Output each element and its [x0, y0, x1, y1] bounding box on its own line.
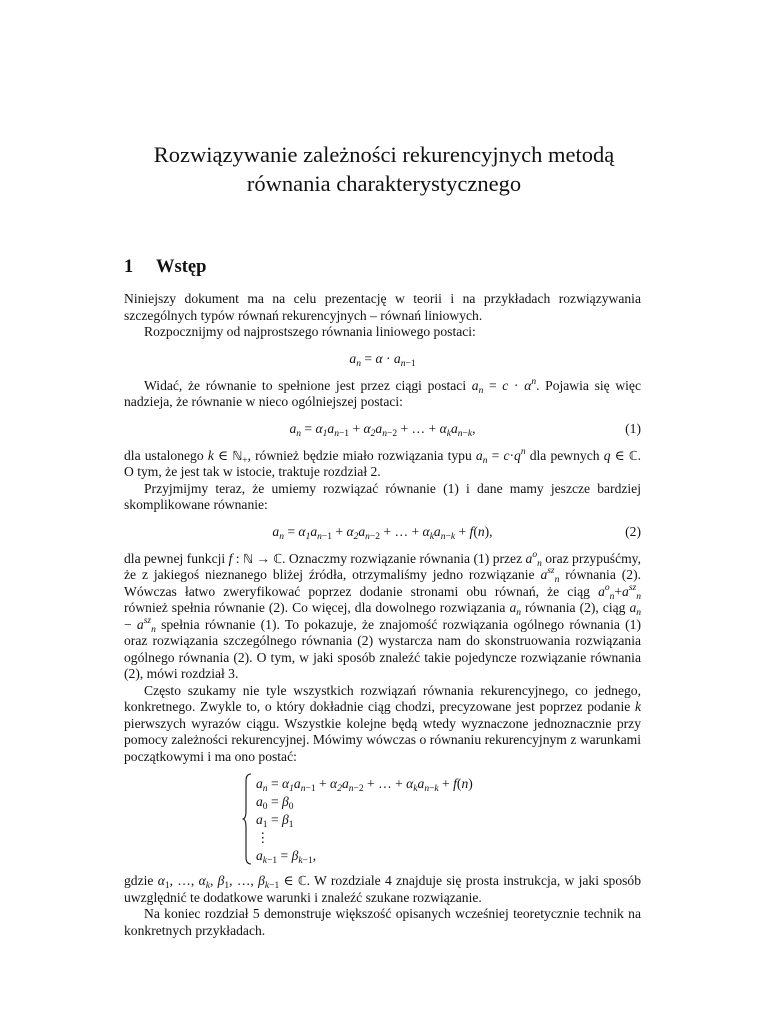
left-brace-icon	[242, 773, 252, 865]
equation-2-number: (2)	[625, 523, 641, 539]
document-title	[0, 140, 768, 198]
paragraph-initial-conditions: Często szukamy nie tyle wszystkich rozwiązań równania rekurencyjnego, co jednego, konkretnego. Zwykle to, o który dokładnie ciąg chodzi, precyzowane jest poprzez podanie k pierwszych wyrazów ciągu. Wszystkie kolejne będą wtedy wyznaczone jednoznacznie przy pomocy zależności rekurencyjnej. Mówimy wówczas o równaniu rekurencyjnym z warunkami początkowymi i ma ono postać:	[124, 682, 641, 764]
equation-system: $a_n = \alpha_1a_{n-1} + \alpha_2a_{n-2}$ + … + $\alpha_ka_{n-k} + f(n)$ $a_0 = \beta_0$ $a_1 = \beta_1$ ⋮ $a_{k-1} = \beta_{k-1}$,	[242, 775, 641, 865]
paragraph-function: dla pewnej funkcji f : ℕ → ℂ. Oznaczmy rozwiązanie równania (1) przez $a^o_n$ oraz przypuśćmy, że z jakiegoś nieznanego bliżej źródła, otrzymaliśmy jedno rozwiązanie $a^{sz}_n$ równania (2). Wówczas łatwo zweryfikować poprzez dodanie stronami obu równań, że ciąg $a^o_n+a^{sz}_n$ również spełnia równanie (2). Co więcej, dla dowolnego rozwiązania $a_n$ równania (2), ciąg $a_n - a^{sz}_n$ spełnia równanie (1). To pokazuje, że znajomość rozwiązania ogólnego równania (1) oraz rozwiązania szczególnego równania (2) wystarcza nam do skonstruowania rozwiązania ogólnego równania (2). O tym, w jaki sposób znaleźć takie pojedyncze rozwiązanie równania (2), mówi rozdział 3.	[124, 549, 641, 681]
section-heading	[124, 257, 206, 278]
paragraph-fixed-k: dla ustalonego k ∈ ℕ$_+$, również będzie miało rozwiązania typu $a_n = c\cdot q^n$ dla pewnych q ∈ ℂ. O tym, że jest tak w istocie, traktuje rozdział 2.	[124, 446, 641, 479]
document-body	[124, 291, 641, 939]
paragraph-simplest: Rozpocznijmy od najprostszego równania liniowego postaci:	[144, 324, 476, 339]
title-line-1: Rozwiązywanie zależności rekurencyjnych metodą	[153, 142, 615, 167]
paragraph-geometric: Widać, że równanie to spełnione jest przez ciągi postaci $a_n = c \cdot \alpha^n$. Pojawia się więc nadzieja, że równanie w nieco ogólniejszej postaci:	[124, 376, 641, 409]
equation-simple: $a_n = \alpha \cdot a_{n-1}$	[349, 350, 416, 369]
section-number: 1	[124, 257, 134, 277]
equation-1-number: (1)	[625, 420, 641, 436]
paragraph-intro: Niniejszy dokument ma na celu prezentację w teorii i na przykładach rozwiązywania szczególnych typów równań rekurencyjnych – równań liniowych.	[124, 291, 641, 323]
paragraph-assume: Przyjmijmy teraz, że umiemy rozwiązać równanie (1) i dane mamy jeszcze bardziej skomplikowane równanie:	[124, 480, 641, 512]
paragraph-closing: Na koniec rozdział 5 demonstruje większość opisanych wcześniej teoretycznie technik na konkretnych przykładach.	[124, 906, 641, 938]
title-line-2: równania charakterystycznego	[246, 171, 522, 196]
equation-1: $a_n = \alpha_1a_{n-1} + \alpha_2a_{n-2}$ + … + $\alpha_ka_{n-k}$, (1)	[289, 420, 641, 439]
paragraph-where: gdzie $\alpha_1$, …, $\alpha_k$, $\beta_1$, …, $\beta_{k-1}$ ∈ ℂ. W rozdziale 4 znajduje się prosta instrukcja, w jaki sposób uwzględnić te dodatkowe warunki i znaleźć szukane rozwiązanie.	[124, 873, 642, 905]
equation-2: $a_n = \alpha_1a_{n-1} + \alpha_2a_{n-2}$ + … + $\alpha_ka_{n-k} + f(n)$, (2)	[272, 523, 641, 542]
section-title: Wstęp	[156, 257, 207, 277]
